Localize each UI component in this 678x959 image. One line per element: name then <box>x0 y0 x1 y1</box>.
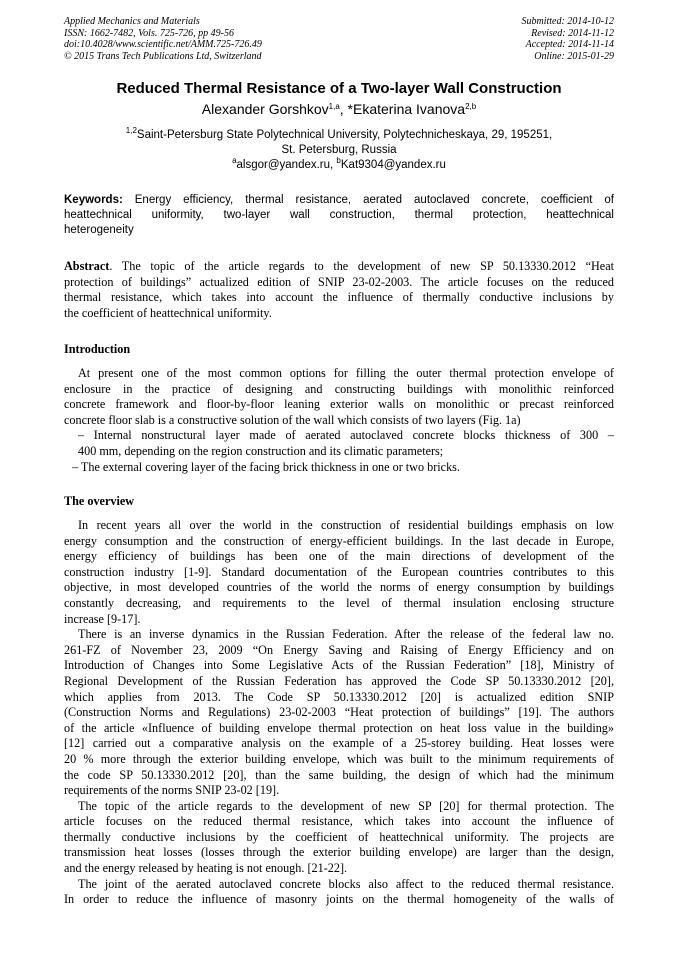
overview-line: thermally conductive inclusions by the coefficient of heattechnical uniformity. The projects are <box>64 829 614 844</box>
affiliation-line-1 <box>0 126 678 141</box>
abstract <box>64 259 614 321</box>
intro-line: concrete floor slab is a constructive solution of the wall which consists of two layers (Fig. 1a) <box>64 412 521 427</box>
keywords-line: heterogeneity <box>64 224 134 236</box>
intro-line: 400 mm, depending on the region construction and its climatic parameters; <box>78 443 444 458</box>
intro-line: enclosure in the practice of designing and constructing buildings with monolithic reinforced <box>64 381 614 396</box>
overview-line: which applies from 2013. The Code SP 50.13330.2012 [20] is actualized edition SNIP <box>64 689 614 704</box>
overview-heading: The overview <box>64 494 135 508</box>
abstract-line: thermal resistance, which takes into account the influence of thermally conductive inclusions by <box>64 290 614 305</box>
overview-line: 20 % more through the exterior building envelope, which was built to the minimum requirements of <box>64 751 614 766</box>
intro-line: – Internal nonstructural layer made of aerated autoclaved concrete blocks thickness of 300 – <box>78 428 614 443</box>
overview-line: Regional Development of the Russian Federation has approved the Code SP 50.13330.2012 [20], <box>64 673 614 688</box>
abstract-line: the coefficient of heattechnical uniformity. <box>64 305 272 320</box>
affiliation-line-2: St. Petersburg, Russia <box>281 144 397 156</box>
overview-line: article focuses on the reduced thermal resistance, which takes into account the influence of <box>64 814 614 829</box>
email-a-sup: a <box>232 156 237 165</box>
author-2-affil: 2,b <box>465 102 477 111</box>
email-b: Kat9304@yandex.ru <box>340 159 446 171</box>
overview-line: of the article «Influence of building envelope thermal protection on heat loss value in the building» <box>64 720 614 735</box>
overview-line: The joint of the aerated autoclaved concrete blocks also affect to the reduced thermal resistance. <box>78 876 614 891</box>
overview-line: and the energy released by heating is not enough. [21-22]. <box>64 861 348 876</box>
email-b-sup: b <box>336 156 341 165</box>
submitted-date: Submitted: 2014-10-12 <box>521 16 614 27</box>
doi: doi:10.4028/www.scientific.net/AMM.725-726.49 <box>64 39 262 50</box>
overview-line: The topic of the article regards to the development of new SP [20] for thermal protection. The <box>78 798 614 813</box>
keywords-line: Keywords: Energy efficiency, thermal resistance, aerated autoclaved concrete, coefficient of <box>64 194 614 206</box>
abstract-line: protection of buildings” actualized edition of SNIP 23-02-2003. The article focuses on the reduced <box>64 274 614 289</box>
overview-line: energy consumption and the construction of energy-efficient buildings. In the last decade in Europe, <box>64 533 614 548</box>
overview-line: energy efficiency of buildings has been one of the main directions of development of the <box>64 549 614 564</box>
keywords-label: Keywords: <box>64 194 123 206</box>
keywords <box>64 193 614 238</box>
overview-line: increase [9-17]. <box>64 611 141 626</box>
intro-line: concrete framework and floor-by-floor leaning exterior walls on monolithic or precast reinforced <box>64 397 614 412</box>
overview-body <box>64 518 614 908</box>
intro-line: At present one of the most common options for filling the outer thermal protection envelope of <box>78 366 614 380</box>
email-line <box>0 156 678 171</box>
paper-title: Reduced Thermal Resistance of a Two-layer Wall Construction <box>116 80 562 97</box>
overview-line: In order to reduce the influence of masonry joints on the thermal homogeneity of the walls of <box>64 892 614 907</box>
overview-line: 261-FZ of November 23, 2009 “On Energy Saving and Raising of Energy Efficiency and on <box>64 642 614 657</box>
author-1-affil: 1,a <box>328 102 340 111</box>
issn: ISSN: 1662-7482, Vols. 725-726, pp 49-56 <box>64 27 234 39</box>
affiliation-sup: 1,2 <box>125 126 137 135</box>
overview-line: (Construction Norms and Regulations) 23-02-2003 “Heat protection of buildings” [19]. The authors <box>64 705 614 720</box>
online-date: Online: 2015-01-29 <box>534 50 614 62</box>
abstract-label: Abstract <box>64 259 110 273</box>
accepted-date: Accepted: 2014-11-14 <box>525 39 614 50</box>
affiliation-text-1: Saint-Petersburg State Polytechnical University, Polytechnicheskaya, 29, 195251, <box>136 129 553 141</box>
author-1: Alexander Gorshkov <box>201 101 329 117</box>
journal-info <box>64 16 262 62</box>
keywords-line: heattechnical uniformity, two-layer wall construction, thermal protection, heattechnical <box>64 209 614 221</box>
overview-line: construction industry [1-9]. Standard documentation of the European countries contributes to this <box>64 564 614 579</box>
email-a: alsgor@yandex.ru, <box>236 159 337 171</box>
overview-line: objective, in most developed countries of the world the norms of energy consumption by buildings <box>64 580 614 595</box>
author-line <box>0 101 678 117</box>
overview-line: There is an inverse dynamics in the Russian Federation. After the release of the federal law no. <box>78 627 614 642</box>
overview-line: requirements of the norms SNIP 23-02 [19]. <box>64 783 280 798</box>
overview-line: transmission heat losses (losses through the exterior building envelope) are larger than the design, <box>64 845 614 860</box>
overview-line: In recent years all over the world in the construction of residential buildings emphasis on low <box>78 518 614 532</box>
introduction-body <box>64 366 614 475</box>
journal-name: Applied Mechanics and Materials <box>64 16 200 27</box>
overview-line: Introduction of Changes into Some Legislative Acts of the Russian Federation” [18], Ministry of <box>64 658 614 673</box>
overview-line: constantly decreasing, and requirements to the level of thermal insulation enclosing structure <box>64 595 614 610</box>
introduction-heading: Introduction <box>64 342 131 356</box>
revised-date: Revised: 2014-11-12 <box>531 27 614 39</box>
intro-line: – The external covering layer of the facing brick thickness in one or two bricks. <box>72 459 460 474</box>
author-separator: , * <box>339 101 353 117</box>
publication-dates <box>522 16 615 62</box>
abstract-line: Abstract. The topic of the article regards to the development of new SP 50.13330.2012 “Heat <box>64 259 614 273</box>
overview-line: the code SP 50.13330.2012 [20], than the same building, the design of which had the minimum <box>64 767 614 782</box>
author-2: Ekaterina Ivanova <box>353 101 466 117</box>
copyright: © 2015 Trans Tech Publications Ltd, Switzerland <box>64 50 262 62</box>
overview-line: [12] carried out a comparative analysis on the example of a 25-storey building. Heat losses were <box>64 736 614 751</box>
